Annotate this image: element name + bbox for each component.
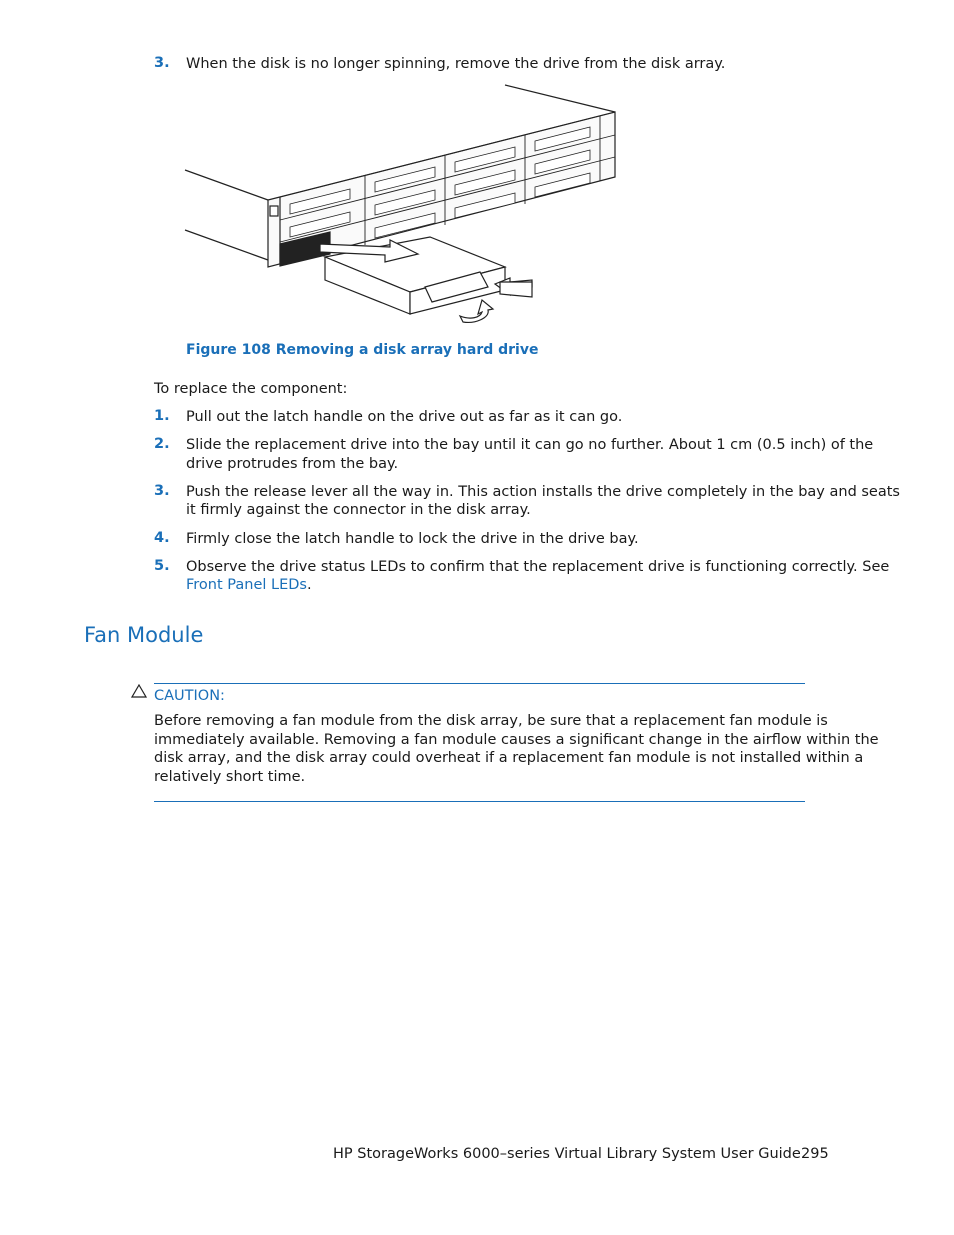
step-text: Slide the replacement drive into the bay until it can go no further. About 1 cm (0.5 inch) of the (186, 437, 874, 453)
step-number: 1. (154, 408, 170, 424)
step-text: Push the release lever all the way in. This action installs the drive completely in the bay and seats (186, 484, 900, 500)
step-text: Firmly close the latch handle to lock the drive in the drive bay. (186, 531, 639, 547)
step-text-line (186, 576, 312, 595)
figure-caption: Figure 108 Removing a disk array hard drive (186, 342, 539, 358)
disk-array-illustration (180, 82, 625, 332)
step-number: 3. (154, 483, 170, 499)
step-number: 5. (154, 558, 170, 574)
caution-text: relatively short time. (154, 769, 306, 785)
intro-text: To replace the component: (154, 381, 348, 397)
caution-bottom-rule (154, 801, 805, 802)
step-text: Observe the drive status LEDs to confirm that the replacement drive is functioning correctly. See (186, 559, 890, 575)
caution-top-rule (154, 683, 805, 684)
step-number: 2. (154, 436, 170, 452)
section-heading: Fan Module (84, 623, 204, 647)
step-number: 3. (154, 55, 170, 71)
caution-text: disk array, and the disk array could overheat if a replacement fan module is not installed within a (154, 750, 864, 766)
step-text: it firmly against the connector in the disk array. (186, 502, 531, 518)
footer-title: HP StorageWorks 6000–series Virtual Library System User Guide (333, 1146, 801, 1162)
period: . (306, 577, 312, 593)
step-text: When the disk is no longer spinning, remove the drive from the disk array. (186, 56, 726, 72)
warning-triangle-icon (131, 684, 147, 698)
caution-label: CAUTION: (154, 688, 225, 704)
step-text: Pull out the latch handle on the drive out as far as it can go. (186, 409, 623, 425)
front-panel-leds-link[interactable]: Front Panel LEDs (186, 577, 307, 593)
step-text: drive protrudes from the bay. (186, 456, 399, 472)
page-number: 295 (801, 1146, 829, 1162)
step-number: 4. (154, 530, 170, 546)
caution-text: Before removing a fan module from the disk array, be sure that a replacement fan module is (154, 713, 828, 729)
caution-text: immediately available. Removing a fan module causes a significant change in the airflow within the (154, 732, 879, 748)
